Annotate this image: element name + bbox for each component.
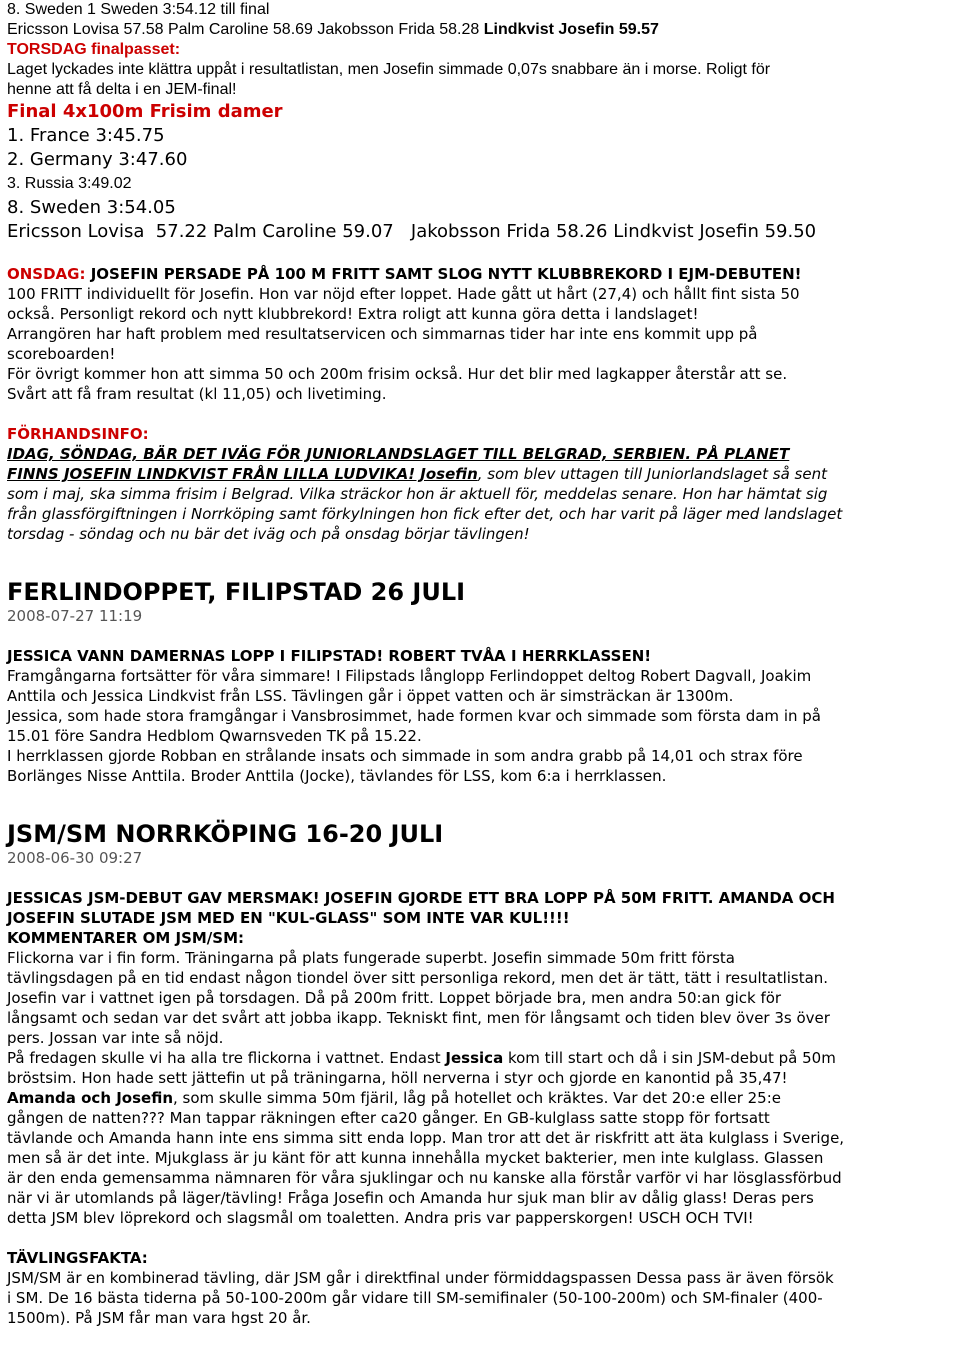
paragraph-line: För övrigt kommer hon att simma 50 och 200m frisim också. Hur det blir med lagkapper återstår att se. xyxy=(7,365,788,383)
ferlin-article xyxy=(7,578,953,786)
article-title: FERLINDOPPET, FILIPSTAD 26 JULI xyxy=(7,578,466,606)
result-line: 3. Russia 3:49.02 xyxy=(7,175,132,192)
paragraph-line: henne att få delta i en JEM-final! xyxy=(7,81,237,98)
paragraph-line: pers. Jossan var inte så nöjd. xyxy=(7,1029,224,1047)
article-title: JSM/SM NORRKÖPING 16-20 JULI xyxy=(7,820,444,848)
article-date: 2008-07-27 11:19 xyxy=(7,607,143,625)
paragraph-line: i SM. De 16 bästa tiderna på 50-100-200m går vidare till SM-semifinaler (50-100-200m) och SM-finaler (400- xyxy=(7,1289,823,1307)
paragraph-line: gången de natten??? Man tappar räkningen efter ca20 gånger. En GB-kulglass satte stopp för fortsatt xyxy=(7,1109,770,1127)
paragraph-line: Josefin var i vattnet igen på torsdagen. Då på 200m fritt. Loppet började bra, men andra 50:an gick för xyxy=(7,989,782,1007)
final-title: Final 4x100m Frisim damer xyxy=(7,101,283,122)
paragraph-line: Svårt att få fram resultat (kl 11,05) och livetiming. xyxy=(7,385,387,403)
paragraph-line: men så är det inte. Mjukglass är ju känt för att kunna innehålla mycket bakterier, men inte kulglass. Glassen xyxy=(7,1149,824,1167)
results-block xyxy=(7,0,953,100)
onsdag-section xyxy=(7,264,953,404)
paragraph-line: 15.01 före Sandra Hedblom Qwarnsveden TK på 15.22. xyxy=(7,727,422,745)
paragraph-line: 100 FRITT individuellt för Josefin. Hon var nöjd efter loppet. Hade gått ut hårt (27,4) och hållt fint sista 50 xyxy=(7,285,800,303)
fakta-label: TÄVLINGSFAKTA: xyxy=(7,1249,148,1267)
paragraph-line: tävlande och Amanda hann inte ens simma sitt enda lopp. Man tror att det är riskfritt att äta kulglass i Sverige, xyxy=(7,1129,845,1147)
paragraph-line: JSM/SM är en kombinerad tävling, där JSM går i direktfinal under förmiddagspassen Dessa pass är även försök xyxy=(7,1269,834,1287)
result-line: 1. France 3:45.75 xyxy=(7,125,165,146)
paragraph-line: På fredagen skulle vi ha alla tre flickorna i vattnet. Endast Jessica kom till start och då i sin JSM-debut på 50m xyxy=(7,1049,836,1067)
paragraph-line: tävlingsdagen på en tid endast någon tiondel över sitt personliga rekord, men det är tätt, tätt i resultatlistan. xyxy=(7,969,829,987)
paragraph-line: Arrangören har haft problem med resultatservicen och simmarnas tider har inte ens kommit upp på xyxy=(7,325,758,343)
paragraph-line: Jessica, som hade stora framgångar i Vansbrosimmet, hade formen kvar och simmade som första dam in på xyxy=(7,707,821,725)
paragraph-line: är den enda gemensamma nämnaren för våra sjuklingar och nu kanske alla förstår varför vi har lösglassförbud xyxy=(7,1169,842,1187)
result-line: Ericsson Lovisa 57.58 Palm Caroline 58.69 Jakobsson Frida 58.28 Lindkvist Josefin 59.57 xyxy=(7,21,659,38)
paragraph-line: som i maj, ska simma frisim i Belgrad. Vilka sträckor hon är aktuell för, meddelas senare. Hon har hämtat sig xyxy=(7,485,828,503)
result-line: 8. Sweden 3:54.05 xyxy=(7,197,176,218)
paragraph-line: detta JSM blev löprekord och slagsmål om toaletten. Andra pris var papperskorgen! USCH OCH TVI! xyxy=(7,1209,754,1227)
onsdag-headline: ONSDAG: JOSEFIN PERSADE PÅ 100 M FRITT SAMT SLOG NYTT KLUBBREKORD I EJM-DEBUTEN! xyxy=(7,265,802,283)
forhandsinfo-headline: IDAG, SÖNDAG, BÄR DET IVÄG FÖR JUNIORLANDSLAGET TILL BELGRAD, SERBIEN. PÅ PLANET xyxy=(7,445,790,463)
final-results xyxy=(7,124,953,244)
jsm-article xyxy=(7,820,953,1328)
paragraph-line: Laget lyckades inte klättra uppåt i resultatlistan, men Josefin simmade 0,07s snabbare än i morse. Roligt för xyxy=(7,61,771,78)
article-headline: JOSEFIN SLUTADE JSM MED EN "KUL-GLASS" SOM INTE VAR KUL!!!! xyxy=(7,909,570,927)
paragraph-line: Framgångarna fortsätter för våra simmare! I Filipstads långlopp Ferlindoppet deltog Robert Dagvall, Joakim xyxy=(7,667,812,685)
paragraph-line: bröstsim. Hon hade sett jättefin ut på träningarna, höll nerverna i styr och gjorde en kanontid på 35,47! xyxy=(7,1069,788,1087)
splits-line: Ericsson Lovisa 57.22 Palm Caroline 59.07 Jakobsson Frida 58.26 Lindkvist Josefin 59.50 xyxy=(7,221,817,242)
result-line: 8. Sweden 1 Sweden 3:54.12 till final xyxy=(7,1,270,18)
result-line: 2. Germany 3:47.60 xyxy=(7,149,188,170)
paragraph-line: Amanda och Josefin, som skulle simma 50m fjäril, låg på hotellet och kräktes. Var det 20:e eller 25:e xyxy=(7,1089,781,1107)
paragraph-line: Flickorna var i fin form. Träningarna på plats fungerade superbt. Josefin simmade 50m fritt första xyxy=(7,949,735,967)
paragraph-line: scoreboarden! xyxy=(7,345,116,363)
article-headline: JESSICAS JSM-DEBUT GAV MERSMAK! JOSEFIN GJORDE ETT BRA LOPP PÅ 50M FRITT. AMANDA OCH xyxy=(7,889,835,907)
paragraph-line: också. Personligt rekord och nytt klubbrekord! Extra roligt att kunna göra detta i landslaget! xyxy=(7,305,699,323)
article-date: 2008-06-30 09:27 xyxy=(7,849,143,867)
torsdag-heading: TORSDAG finalpasset: xyxy=(7,41,181,58)
article-headline: JESSICA VANN DAMERNAS LOPP I FILIPSTAD! ROBERT TVÅA I HERRKLASSEN! xyxy=(7,647,652,665)
kommentar-label: KOMMENTARER OM JSM/SM: xyxy=(7,929,245,947)
paragraph-line: torsdag - söndag och nu bär det iväg och på onsdag börjar tävlingen! xyxy=(7,525,530,543)
paragraph-line: 1500m). På JSM får man vara hgst 20 år. xyxy=(7,1309,311,1327)
forhandsinfo-section xyxy=(7,424,953,544)
paragraph-line: från glassförgiftningen i Norrköping samt förkylningen hon fick efter det, och har varit på läger med landslaget xyxy=(7,505,843,523)
paragraph-line: I herrklassen gjorde Robban en strålande insats och simmade in som andra grabb på 14,01 och strax före xyxy=(7,747,803,765)
paragraph-line: Borlänges Nisse Anttila. Broder Anttila (Jocke), tävlandes för LSS, kom 6:a i herrklassen. xyxy=(7,767,667,785)
paragraph-line: långsamt och sedan var det svårt att jobba ikapp. Tekniskt fint, men för långsamt och tiden blev över 3s över xyxy=(7,1009,830,1027)
paragraph-line: Anttila och Jessica Lindkvist från LSS. Tävlingen går i öppet vatten och är simsträckan är 1300m. xyxy=(7,687,734,705)
paragraph-line: FINNS JOSEFIN LINDKVIST FRÅN LILLA LUDVIKA! Josefin, som blev uttagen till Juniorlandslaget så sent xyxy=(7,465,827,483)
forhandsinfo-label: FÖRHANDSINFO: xyxy=(7,425,149,443)
paragraph-line: när vi är utomlands på läger/tävling! Fråga Josefin och Amanda hur sjuk man blir av dålig glass! Deras pers xyxy=(7,1189,814,1207)
